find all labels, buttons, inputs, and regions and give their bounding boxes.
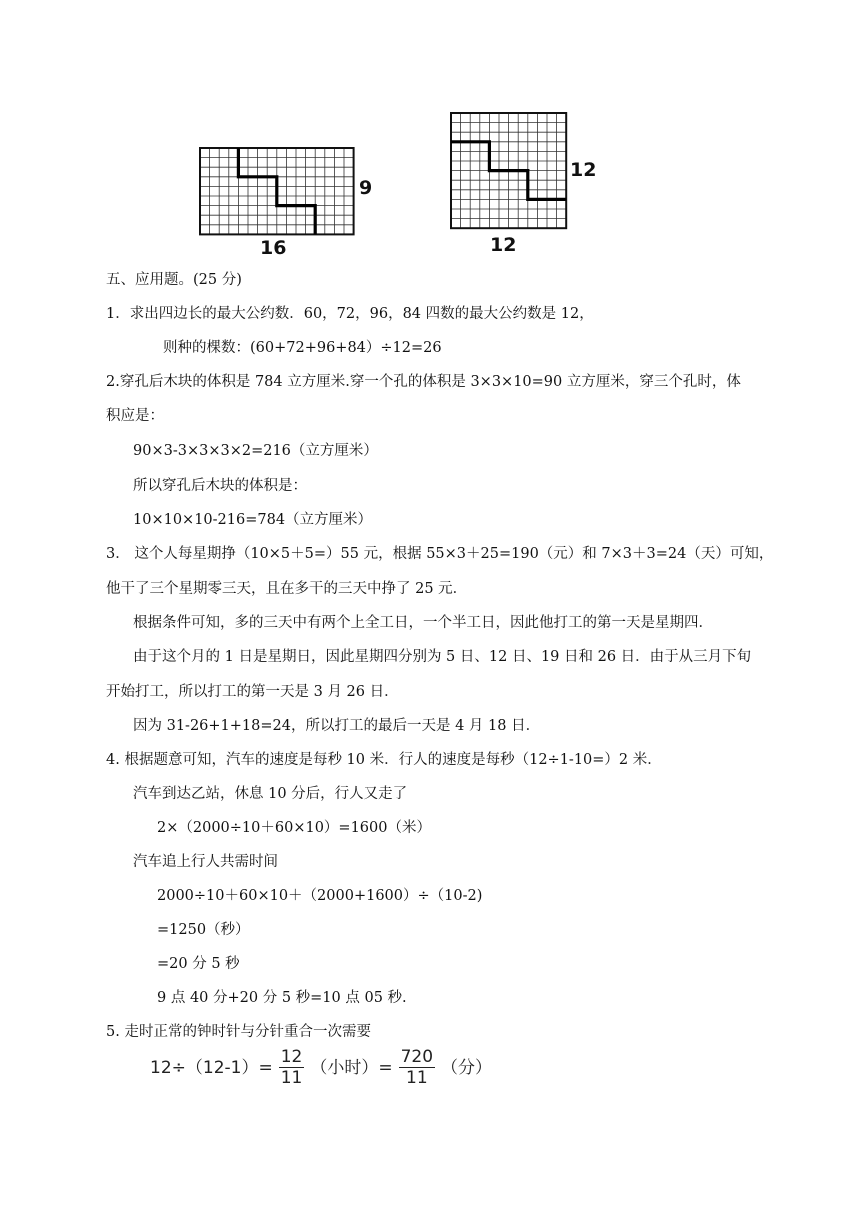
text-line: 2×（2000÷10＋60×10）=1600（米） [157,820,431,836]
fraction-denominator: 11 [406,1068,428,1088]
clock-formula [150,1048,492,1087]
text-line: 根据条件可知，多的三天中有两个上全工日，一个半工日，因此他打工的第一天是星期四． [133,615,713,631]
grid-height-label: 9 [359,177,373,199]
text-line: =20 分 5 秒 [157,956,240,972]
formula-unit-minutes: （分） [441,1057,493,1078]
formula-lhs: 12÷（12-1）= [150,1057,273,1078]
text-line: =1250（秒） [157,922,250,938]
fraction-denominator: 11 [280,1068,303,1088]
text-line: 积应是： [106,408,164,424]
text-line: 因为 31-26+1+18=24，所以打工的最后一天是 4 月 18 日． [133,718,541,734]
grid-16x9-drawing [197,145,387,260]
text-line: 3． 这个人每星期挣（10×5＋5=）55 元，根据 55×3＋25=190（元）和 7×3＋3=24（天）可知， [106,546,774,562]
text-line: 9 点 40 分+20 分 5 秒=10 点 05 秒. [157,990,407,1006]
text-line: 10×10×10-216=784（立方厘米） [133,512,373,528]
text-line: 开始打工，所以打工的第一天是 3 月 26 日． [106,684,399,700]
text-line: 汽车追上行人共需时间 [133,854,278,870]
grid-height-label: 12 [570,159,597,181]
text-line: 90×3-3×3×3×2=216（立方厘米） [133,443,378,459]
text-line: 则种的棵数：(60+72+96+84）÷12=26 [163,340,442,356]
grid-figure-12x12 [448,110,598,260]
text-line: 他干了三个星期零三天，且在多干的三天中挣了 25 元． [106,581,468,597]
grid-12x12-drawing [448,110,598,260]
text-line: 由于这个月的 1 日是星期日，因此星期四分别为 5 日、12 日、19 日和 26 日．由于从三月下旬 [133,649,752,665]
fraction-minutes [399,1048,435,1087]
formula-unit-hours: （小时）= [310,1057,393,1078]
fraction-hours [279,1048,305,1087]
text-line: 2.穿孔后木块的体积是 784 立方厘米.穿一个孔的体积是 3×3×10=90 立方厘米，穿三个孔时，体 [106,374,741,390]
grid-width-label: 12 [490,234,517,256]
text-line: 所以穿孔后木块的体积是： [133,478,307,494]
fraction-numerator: 12 [280,1047,303,1067]
grid-width-label: 16 [260,237,287,259]
text-line: 4. 根据题意可知，汽车的速度是每秒 10 米．行人的速度是每秒（12÷1-10=）2 米． [106,752,662,768]
text-line: 汽车到达乙站，休息 10 分后，行人又走了 [133,786,408,802]
text-line: 1．求出四边长的最大公约数．60，72，96，84 四数的最大公约数是 12， [106,306,594,322]
text-line: 2000÷10＋60×10＋（2000+1600）÷（10-2) [157,888,483,904]
grid-figure-16x9 [197,145,387,260]
fraction-numerator: 720 [400,1047,434,1067]
text-line: 5. 走时正常的钟时针与分针重合一次需要 [106,1024,371,1040]
section-title: 五、应用题。(25 分) [106,272,242,288]
